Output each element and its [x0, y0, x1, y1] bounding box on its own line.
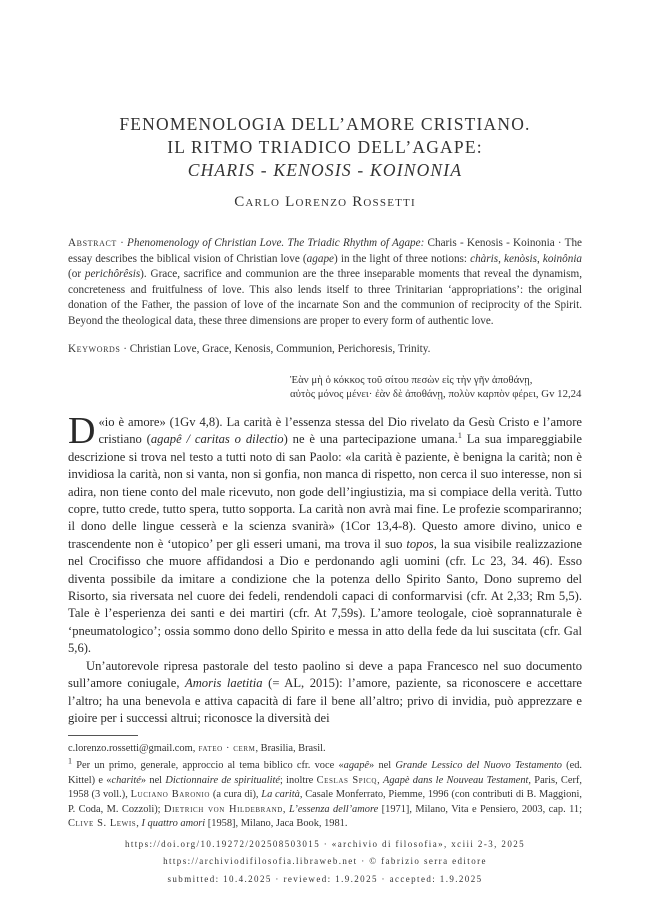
author-name-text: Carlo Lorenzo Rossetti	[234, 194, 416, 210]
footnote-text: (ed. Kittel) e «	[68, 760, 582, 786]
greek-epigraph	[290, 374, 590, 401]
footnote-italic: La carità	[261, 789, 300, 801]
footnote-text: Per un primo, generale, approccio al tema biblico cfr. voce «	[72, 760, 344, 771]
author-email: c.lorenzo.rossetti@gmail.com,	[68, 743, 196, 754]
title-subtitle: CHARIS - KENOSIS - KOINONIA	[187, 160, 463, 180]
footnote-divider	[68, 735, 138, 736]
footnote-text: , Paris, Cerf, 1958 (3 voll.),	[68, 774, 582, 801]
footnote-italic: Agapè dans le Nouveau Testament	[382, 774, 529, 786]
title-line-1: FENOMENOLOGIA DELL’AMORE CRISTIANO.	[119, 114, 531, 134]
abstract-text: ) in the light of three notions:	[334, 252, 471, 265]
paragraph-italic: agapê / caritas o dilectio	[150, 432, 284, 447]
footnote-ref: 1	[457, 431, 462, 441]
footnote-number: 1	[68, 756, 72, 766]
keywords	[68, 342, 582, 358]
author-contact	[68, 742, 582, 756]
epigraph-line-2: αὐτὸς μόνος μένει· ἐὰν δὲ ἀποθάνῃ, πολὺν καρπὸν φέρει, Gv 12,24	[290, 387, 582, 400]
footnote-1	[68, 756, 582, 832]
abstract-text: ,	[536, 252, 543, 265]
footer-publisher-line: https://archiviodifilosofia.libraweb.net · © fabrizio serra editore	[163, 856, 487, 866]
abstract-sep: ·	[116, 237, 128, 249]
footnote-italic: I quattro amori	[141, 818, 206, 830]
abstract-text: (or	[68, 268, 85, 281]
abstract-text: ,	[498, 252, 505, 265]
footnote-text: [1971], Milano, Vita e Pensiero, 2003, cap. 11;	[378, 803, 582, 815]
abstract-term-kenosis: kenòsis	[504, 252, 537, 265]
opening-quote: «	[98, 415, 105, 429]
footnote-text: (a cura di),	[210, 789, 262, 801]
footnote-author: Luciano Baronio	[130, 789, 211, 801]
footnote-text: , Casale Monferrato, Piemme, 1996 (con contributi di B. Maggioni, P. Coda, M. Cozzoli);	[68, 789, 582, 815]
footnote-text: ,	[282, 803, 289, 815]
paragraph-italic: topos	[406, 536, 434, 551]
abstract-text: ). Grace, sacrifice and communion are the three inseparable moments that reveal the dynamism, concreteness and fruitfulness of love. This also lends itself to three Trinitarian ‘appropriations’: the original donation of the Father, the passion of love of the incarnate Son and the communion of reciprocity of the Spirit. Beyond the theological data, these three dimensions are proper to every form of authentic love.	[68, 268, 582, 327]
abstract	[68, 236, 582, 330]
abstract-text: Charis - Kenosis - Koinonia · The essay describes the biblical vision of Christian love (	[68, 237, 582, 265]
abstract-term-charis: chàris	[470, 252, 499, 265]
paragraph-1	[68, 410, 582, 658]
epigraph-line-1: Ἐὰν μὴ ὁ κόκκος τοῦ σίτου πεσὼν εἰς τὴν γῆν ἀποθάνῃ,	[290, 374, 533, 386]
author-place: , Brasilia, Brasil.	[255, 743, 326, 754]
abstract-label: Abstract	[68, 237, 117, 249]
footnote-italic: Dictionnaire de spiritualité	[165, 774, 281, 786]
paragraph-text: La sua impareggiabile descrizione si trova nel testo a tutti noto di san Paolo: «la carità è paziente, è benigna la carità; non è invidiosa la carità, non si vanta, non si gonfia, non manca di rispetto, non cerca il suo interesse, non si adira, non tiene conto del male ricevuto, non gode dell’ingiustizia, ma si compiace della verità. Tutto copre, tutto crede, tutto spera, tutto sopporta. La carità non avrà mai fine. Le profezie scompariranno; il dono delle lingue cesserà e la scienza svanirà» (1Cor 13,4-8). Questo amore divino, unico e trascendente non è ‘utopico’ per gli esseri umani, ma trova il suo	[68, 432, 582, 551]
paragraph-2	[68, 658, 582, 728]
abstract-term-koinonia: koinônia	[542, 252, 583, 265]
author-affiliation: fateo · cerm	[195, 743, 256, 754]
footnote-author: Clive S. Lewis	[68, 818, 137, 830]
footnote-italic: agapê	[343, 760, 370, 771]
abstract-term-perichoresis: perichôrêsis	[84, 268, 141, 281]
footnote-text: » nel	[140, 774, 166, 786]
footnote-author: Ceslas Spicq	[316, 774, 378, 786]
footnote-text: [1958], Milano, Jaca Book, 1981.	[205, 818, 348, 830]
footer-doi-line: https://doi.org/10.19272/202508503015 · «archivio di filosofia», xciii 2-3, 2025	[124, 839, 526, 849]
footnote-text: ; inoltre	[280, 774, 317, 786]
footnote-text: ,	[377, 774, 383, 786]
paragraph-text: Un’autorevole ripresa pastorale del testo paolino si deve a papa Francesco nel suo documento sull’amore coniugale,	[68, 658, 582, 691]
keywords-label: Keywords	[68, 343, 121, 355]
keywords-text: Christian Love, Grace, Kenosis, Communion, Perichoresis, Trinity.	[129, 343, 431, 355]
paragraph-text: ) ne è una partecipazione umana.	[283, 432, 458, 447]
footnote-italic: L’essenza dell’amore	[288, 803, 379, 815]
abstract-english-title: Phenomenology of Christian Love. The Triadic Rhythm of Agape:	[127, 237, 425, 249]
abstract-term-agape: agape	[306, 252, 334, 265]
footnote-italic: Grande Lessico del Nuovo Testamento	[395, 760, 562, 771]
footnote-author: Dietrich von Hildebrand	[164, 803, 283, 815]
footnote-text: » nel	[369, 760, 396, 771]
paragraph-text: , la sua visibile realizzazione nel Crocifisso che muore affidandosi a Dio e perdonando agli uomini (cfr. Lc 23, 34. 46). Esso diventa possibile da imitare a condizione che la potenza dello Spirito Santo, Dono supremo del Risorto, sia riversata nel cuore dei fedeli, rendendoli capaci di conformarvisi (cfr. At 2,33; Rm 5,5). Tale è l’esperienza dei santi e dei martiri (cfr. At 7,59s). L’amore teologale, cioè soprannaturale è ‘pneumatologico’; ossia sommo dono dello Spirito e messa in atto della fede da lui suscitata (cfr. Gal 5,6).	[68, 536, 582, 656]
author-name	[0, 194, 650, 211]
paragraph-text: io è amore» (1Gv 4,8). La carità è l’essenza stessa del Dio rivelato da Gesù Cristo e l’amore cristiano (	[98, 415, 582, 447]
drop-cap: D	[68, 410, 96, 452]
footnote-italic: charité	[111, 774, 141, 786]
footnote-text: ,	[136, 818, 142, 830]
paragraph-text: (= AL, 2015): l’amore, paziente, sa riconoscere e accettare l’altro; ha una benevola e attiva capacità di fare il bene all’altro; privo di invidia, può apprezzare e gioire per i successi altrui; riconosce la diversità dei	[68, 676, 582, 725]
footer-dates-line: submitted: 10.4.2025 · reviewed: 1.9.2025 · accepted: 1.9.2025	[167, 874, 483, 884]
body-text	[68, 410, 582, 727]
keywords-sep: ·	[120, 343, 130, 355]
title-line-2: IL RITMO TRIADICO DELL’AGAPE:	[167, 137, 483, 157]
paragraph-italic: Amoris laetitia	[185, 676, 263, 691]
